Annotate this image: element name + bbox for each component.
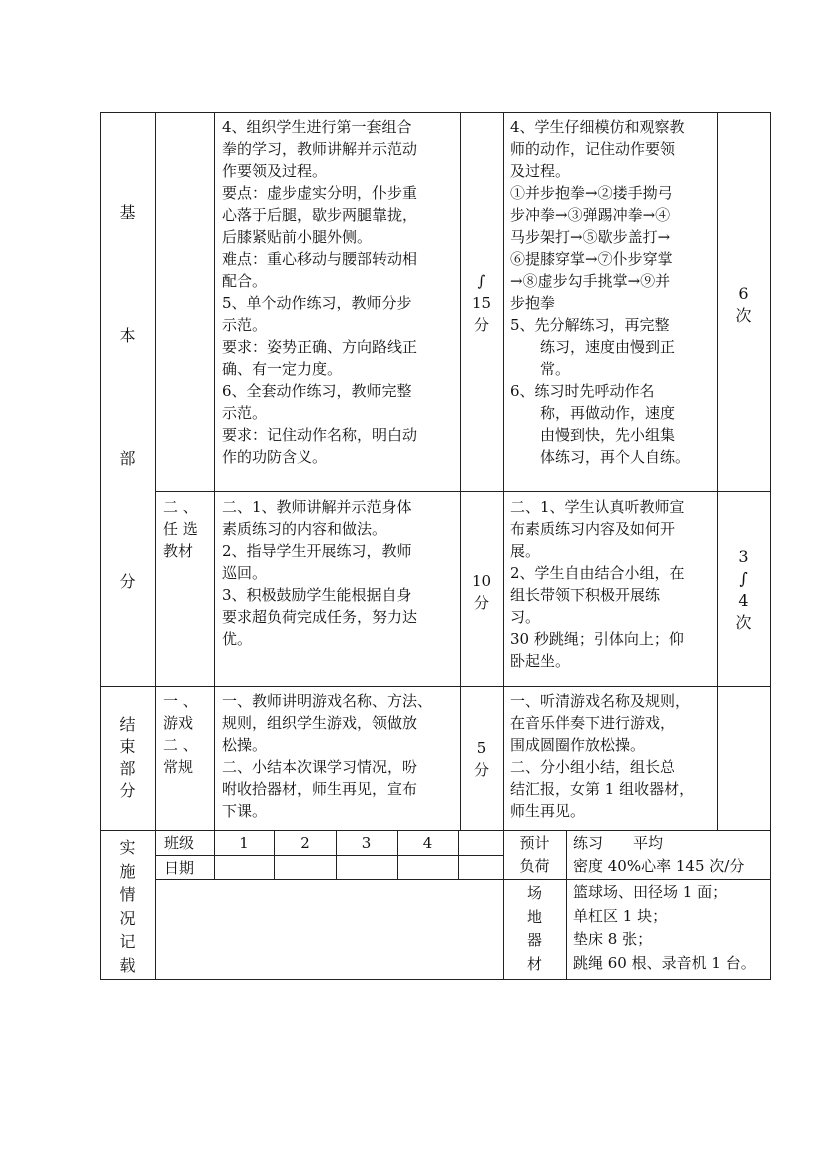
- row-divider-3: [100, 830, 770, 831]
- count-line: 次: [735, 306, 752, 325]
- end-section-label: [100, 714, 155, 802]
- text-line: 体练习，再个人自练。: [540, 448, 691, 466]
- text-line: 巡回。: [222, 564, 268, 582]
- text-line: 优。: [222, 630, 253, 648]
- text-line: 预计: [519, 834, 550, 852]
- text-line: 负荷: [519, 857, 550, 875]
- text-line: 3、积极鼓励学生能根据自身: [222, 586, 412, 604]
- class-label: 班级: [164, 834, 195, 852]
- text-line: 卧起坐。: [510, 652, 571, 670]
- text-line: 二 、: [163, 498, 198, 516]
- label-char: 情: [119, 885, 136, 904]
- text-line: ⑥提膝穿掌→⑦仆步穿掌: [510, 250, 673, 268]
- text-line: 由慢到快，先小组集: [540, 426, 676, 444]
- text-line: 作要领及过程。: [222, 162, 328, 180]
- col-divider-label: [155, 112, 156, 980]
- text-line: 二、1、教师讲解并示范身体: [222, 498, 412, 516]
- optional-time: [460, 570, 503, 614]
- text-line: 一、听清游戏名称及规则，: [510, 692, 691, 710]
- text-line: 后膝紧贴前小腿外侧。: [222, 228, 373, 246]
- text-line: 结汇报，女第 1 组收器材，: [510, 780, 695, 798]
- text-line: 教材: [163, 542, 194, 560]
- end-sub-label: [163, 690, 198, 778]
- label-char: 施: [119, 861, 136, 881]
- text-line: 要点：虚步虚实分明，仆步重: [222, 184, 418, 202]
- text-line: 马步架打→⑤歇步盖打→: [510, 228, 671, 246]
- class-number: 4: [422, 834, 433, 852]
- text-line: 2、学生自由结合小组，在: [510, 564, 685, 582]
- text-line: 要求：姿势正确、方向路线正: [222, 338, 418, 356]
- text-line: 二、小结本次课学习情况，吩: [222, 758, 418, 776]
- label-char: 分: [119, 572, 136, 591]
- text-line: 师的动作，记住动作要领: [510, 140, 676, 158]
- text-line: 及过程。: [510, 162, 571, 180]
- end-teacher-content: [222, 690, 432, 822]
- class-number: 1: [239, 834, 249, 852]
- label-char: 况: [119, 908, 136, 928]
- time-line: 15: [471, 294, 492, 312]
- text-line: 松操。: [222, 736, 268, 754]
- text-line: 常。: [540, 360, 571, 378]
- text-line: 师生再见。: [510, 802, 586, 820]
- basic-teacher-content: [222, 116, 417, 468]
- optional-student-content: [510, 496, 685, 672]
- date-label: 日期: [164, 859, 195, 877]
- time-line: 分: [473, 316, 489, 334]
- text-line: 难点：重心移动与腰部转动相: [222, 250, 418, 268]
- text-line: 6、练习时先呼动作名: [510, 382, 655, 400]
- text-line: 步抱拳: [510, 294, 556, 312]
- text-line: 拳的学习，教师讲解并示范动: [222, 140, 418, 158]
- time-line: 5: [476, 739, 487, 757]
- table-bottom-border: [100, 979, 771, 980]
- table-top-border: [100, 112, 771, 113]
- optional-count: [717, 546, 770, 634]
- label-char: 实: [119, 838, 136, 857]
- text-line: 4、组织学生进行第一套组合: [222, 118, 412, 136]
- count-line: 6: [738, 284, 749, 303]
- text-line: ①并步抱拳→②搂手拗弓: [510, 184, 673, 202]
- label-char: 部: [119, 759, 136, 778]
- text-line: 素质练习的内容和做法。: [222, 520, 388, 538]
- impl-section-label: [100, 836, 155, 977]
- label-char: 部: [119, 449, 136, 468]
- text-line: 展。: [510, 542, 541, 560]
- text-line: 垫床 8 张；: [573, 930, 653, 948]
- text-line: 配合。: [222, 272, 268, 290]
- text-line: 二、1、学生认真听教师宣: [510, 498, 685, 516]
- label-char: 场: [526, 884, 542, 902]
- text-line: 游戏: [163, 714, 194, 732]
- basic-time: [460, 270, 503, 336]
- text-line: 练习，速度由慢到正: [540, 338, 676, 356]
- text-line: 任 选: [163, 520, 198, 538]
- label-char: 材: [526, 954, 542, 973]
- load-label: [503, 832, 566, 878]
- text-line: 习。: [510, 608, 541, 626]
- text-line: 称，再做动作，速度: [540, 404, 676, 422]
- text-line: 围成圆圈作放松操。: [510, 736, 646, 754]
- basic-student-content: [510, 116, 690, 468]
- venue-label: [503, 882, 566, 976]
- basic-count: [717, 283, 770, 327]
- text-line: 练习 平均: [573, 834, 664, 852]
- text-line: 规则，组织学生游戏，领做放: [222, 714, 418, 732]
- text-line: 二、分小组小结，组长总: [510, 758, 676, 776]
- text-line: 要求：记住动作名称，明白动: [222, 426, 418, 444]
- label-char: 基: [119, 203, 136, 222]
- end-student-content: [510, 690, 694, 822]
- text-line: 一 、: [163, 692, 198, 710]
- text-line: 示范。: [222, 316, 268, 334]
- row-divider-1: [155, 491, 770, 492]
- end-time: [460, 737, 503, 781]
- row-divider-2: [100, 686, 770, 687]
- count-line: 4: [738, 591, 749, 610]
- class-number: 3: [361, 834, 372, 852]
- text-line: 一、教师讲明游戏名称、方法、: [222, 692, 433, 710]
- label-char: 分: [119, 781, 136, 800]
- text-line: 心落于后腿，歇步两腿靠拢，: [222, 206, 418, 224]
- text-line: →⑧虚步勾手挑掌→⑨并: [510, 272, 671, 290]
- text-line: 咐收拾器材，师生再见，宣布: [222, 780, 418, 798]
- time-line: 分: [473, 594, 489, 612]
- count-line: ∫: [739, 569, 748, 588]
- text-line: 4、学生仔细模仿和观察教: [510, 118, 685, 136]
- optional-material-label: [163, 496, 198, 562]
- text-line: 单杠区 1 块；: [573, 906, 668, 925]
- label-char: 记: [119, 932, 136, 951]
- text-line: 跳绳 60 根、录音机 1 台。: [573, 953, 756, 972]
- text-line: 常规: [163, 758, 194, 776]
- text-line: 组长带领下积极开展练: [510, 586, 661, 604]
- label-char: 本: [119, 326, 136, 345]
- text-line: 30 秒跳绳；引体向上；仰: [510, 630, 684, 648]
- text-line: 篮球场、田径场 1 面；: [573, 883, 728, 901]
- text-line: 在音乐伴奏下进行游戏，: [510, 714, 676, 732]
- label-char: 束: [119, 737, 136, 756]
- text-line: 5、单个动作练习，教师分步: [222, 294, 412, 312]
- table-right-border: [770, 112, 771, 980]
- time-line: ∫: [477, 272, 486, 290]
- venue-text: [573, 881, 756, 975]
- text-line: 5、先分解练习，再完整: [510, 316, 670, 334]
- impl-col-venue: [566, 879, 567, 979]
- optional-teacher-content: [222, 496, 417, 650]
- text-line: 确、有一定力度。: [222, 360, 343, 378]
- col-divider-student: [717, 112, 718, 830]
- col-divider-teacher: [460, 112, 461, 830]
- impl-row-divider-1: [155, 855, 503, 856]
- text-line: 步冲拳→③弹踢冲拳→④: [510, 206, 671, 224]
- load-text: [573, 832, 744, 878]
- text-line: 作的功防含义。: [222, 448, 328, 466]
- col-divider-sublabel: [214, 112, 215, 830]
- class-number: 2: [300, 834, 310, 852]
- label-char: 载: [119, 955, 136, 975]
- text-line: 要求超负荷完成任务，努力达: [222, 608, 418, 626]
- impl-col-load: [566, 830, 567, 879]
- text-line: 二 、: [163, 736, 198, 754]
- text-line: 2、指导学生开展练习，教师: [222, 542, 412, 560]
- label-char: 结: [119, 715, 136, 734]
- text-line: 下课。: [222, 802, 268, 820]
- label-char: 地: [526, 907, 542, 926]
- text-line: 布素质练习内容及如何开: [510, 520, 676, 538]
- time-line: 分: [473, 761, 489, 779]
- time-line: 10: [471, 572, 492, 590]
- impl-col-4: [458, 830, 459, 879]
- text-line: 示范。: [222, 404, 268, 422]
- label-char: 器: [526, 931, 542, 949]
- impl-row-divider-2: [155, 879, 770, 880]
- count-line: 3: [738, 547, 749, 566]
- count-line: 次: [735, 613, 752, 632]
- text-line: 6、全套动作练习，教师完整: [222, 382, 412, 400]
- text-line: 密度 40%心率 145 次/分: [573, 857, 745, 875]
